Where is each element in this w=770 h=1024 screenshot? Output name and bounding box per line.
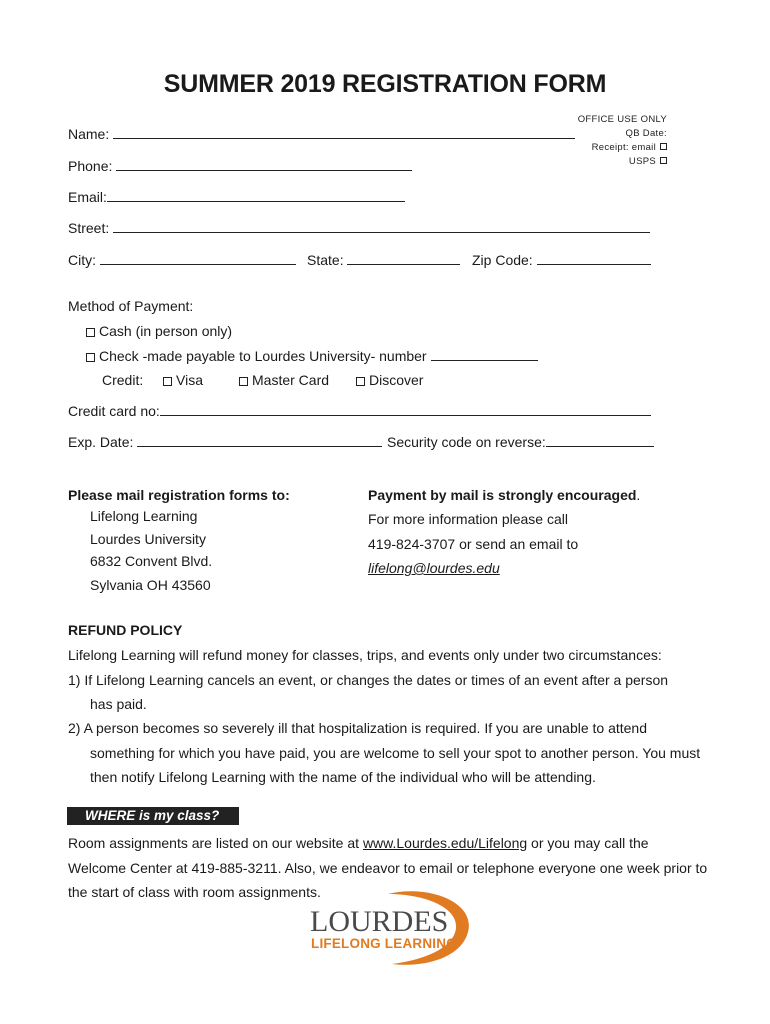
refund-item-2-cont: something for which you have paid, you are welcome to sell your spot to another person. You must xyxy=(90,745,701,761)
city-label: City: xyxy=(68,252,96,268)
mail-heading: Please mail registration forms to: xyxy=(68,487,290,503)
name-row xyxy=(68,125,575,143)
cash-option[interactable] xyxy=(86,322,232,340)
payment-heading: Method of Payment: xyxy=(68,298,194,314)
page-title: SUMMER 2019 REGISTRATION FORM xyxy=(163,70,607,98)
refund-item-1-cont: has paid. xyxy=(90,696,147,712)
state-row xyxy=(307,251,460,269)
checkbox-icon[interactable] xyxy=(660,143,667,150)
exp-field[interactable] xyxy=(137,434,382,447)
email-field[interactable] xyxy=(107,189,405,202)
mail-line: Lourdes University xyxy=(90,531,206,547)
credit-label: Credit: xyxy=(102,372,144,388)
period: . xyxy=(636,487,641,503)
security-label: Security code on reverse: xyxy=(387,434,546,450)
office-usps-label: USPS xyxy=(628,156,656,167)
checkbox-icon[interactable] xyxy=(86,353,95,362)
logo-name: LOURDES xyxy=(310,905,449,938)
phone-field[interactable] xyxy=(116,158,412,171)
discover-label: Discover xyxy=(369,372,424,388)
office-receipt-label: Receipt: email xyxy=(591,142,656,153)
office-use-block xyxy=(578,113,667,169)
zip-label: Zip Code: xyxy=(472,252,533,268)
phone-row xyxy=(68,157,412,175)
security-row xyxy=(387,433,654,451)
where-line-3: the start of class with room assignments. xyxy=(68,884,321,900)
mail-line: 6832 Convent Blvd. xyxy=(90,553,213,569)
refund-heading: REFUND POLICY xyxy=(68,622,183,638)
office-heading: OFFICE USE ONLY xyxy=(577,114,667,125)
mail-line: Lifelong Learning xyxy=(90,508,198,524)
where-text: Room assignments are listed on our website at xyxy=(68,835,363,851)
checkbox-icon[interactable] xyxy=(356,377,365,386)
office-usps xyxy=(578,155,667,169)
state-field[interactable] xyxy=(347,252,460,265)
visa-option[interactable] xyxy=(163,371,203,389)
checkbox-icon[interactable] xyxy=(163,377,172,386)
visa-label: Visa xyxy=(176,372,203,388)
refund-item-2-cont: then notify Lifelong Learning with the name of the individual who will be attending. xyxy=(90,769,596,785)
phone-info: 419-824-3707 or send an email to xyxy=(368,536,579,552)
city-row xyxy=(68,251,296,269)
email-row xyxy=(68,188,405,206)
check-number-field[interactable] xyxy=(431,348,538,361)
street-label: Street: xyxy=(68,220,110,236)
cash-label: Cash (in person only) xyxy=(99,323,233,339)
logo-tagline: LIFELONG LEARNING xyxy=(311,936,457,951)
checkbox-icon[interactable] xyxy=(660,157,667,164)
email-link[interactable]: lifelong@lourdes.edu xyxy=(368,560,500,576)
where-banner: WHERE is my class? xyxy=(67,807,239,825)
lourdes-logo xyxy=(308,888,474,968)
name-label: Name: xyxy=(68,126,110,142)
zip-field[interactable] xyxy=(537,252,651,265)
email-label: Email: xyxy=(68,189,107,205)
street-field[interactable] xyxy=(113,220,650,233)
cc-field[interactable] xyxy=(160,403,651,416)
mastercard-option[interactable] xyxy=(239,371,329,389)
refund-item-2: 2) A person becomes so severely ill that hospitalization is required. If you are unable to attend xyxy=(68,720,648,736)
office-receipt xyxy=(578,141,667,155)
exp-label: Exp. Date: xyxy=(68,434,134,450)
name-field[interactable] xyxy=(113,126,575,139)
more-info: For more information please call xyxy=(368,511,568,527)
office-qb-date: QB Date: xyxy=(625,128,667,139)
phone-label: Phone: xyxy=(68,158,113,174)
cc-row xyxy=(68,402,651,420)
payment-note xyxy=(368,486,640,504)
refund-intro: Lifelong Learning will refund money for classes, trips, and events only under two circumstances: xyxy=(68,647,662,663)
payment-encouraged: Payment by mail is strongly encouraged xyxy=(368,487,637,503)
zip-row xyxy=(472,251,651,269)
check-option[interactable] xyxy=(86,347,538,365)
logo-swoosh-icon xyxy=(308,888,474,968)
cc-label: Credit card no: xyxy=(68,403,160,419)
street-row xyxy=(68,219,650,237)
checkbox-icon[interactable] xyxy=(239,377,248,386)
website-link[interactable]: www.Lourdes.edu/Lifelong xyxy=(362,835,528,851)
refund-item-1: 1) If Lifelong Learning cancels an event, or changes the dates or times of an event after a person xyxy=(68,672,669,688)
check-label: Check -made payable to Lourdes University- number xyxy=(99,348,427,364)
security-field[interactable] xyxy=(546,434,654,447)
mail-line: Sylvania OH 43560 xyxy=(90,577,211,593)
exp-row xyxy=(68,433,382,451)
where-line-1 xyxy=(68,834,649,852)
state-label: State: xyxy=(307,252,344,268)
where-text: or you may call the xyxy=(527,835,649,851)
mastercard-label: Master Card xyxy=(252,372,330,388)
where-line-2: Welcome Center at 419-885-3211. Also, we endeavor to email or telephone everyone one week prior to xyxy=(68,860,708,876)
city-field[interactable] xyxy=(100,252,296,265)
checkbox-icon[interactable] xyxy=(86,328,95,337)
discover-option[interactable] xyxy=(356,371,423,389)
